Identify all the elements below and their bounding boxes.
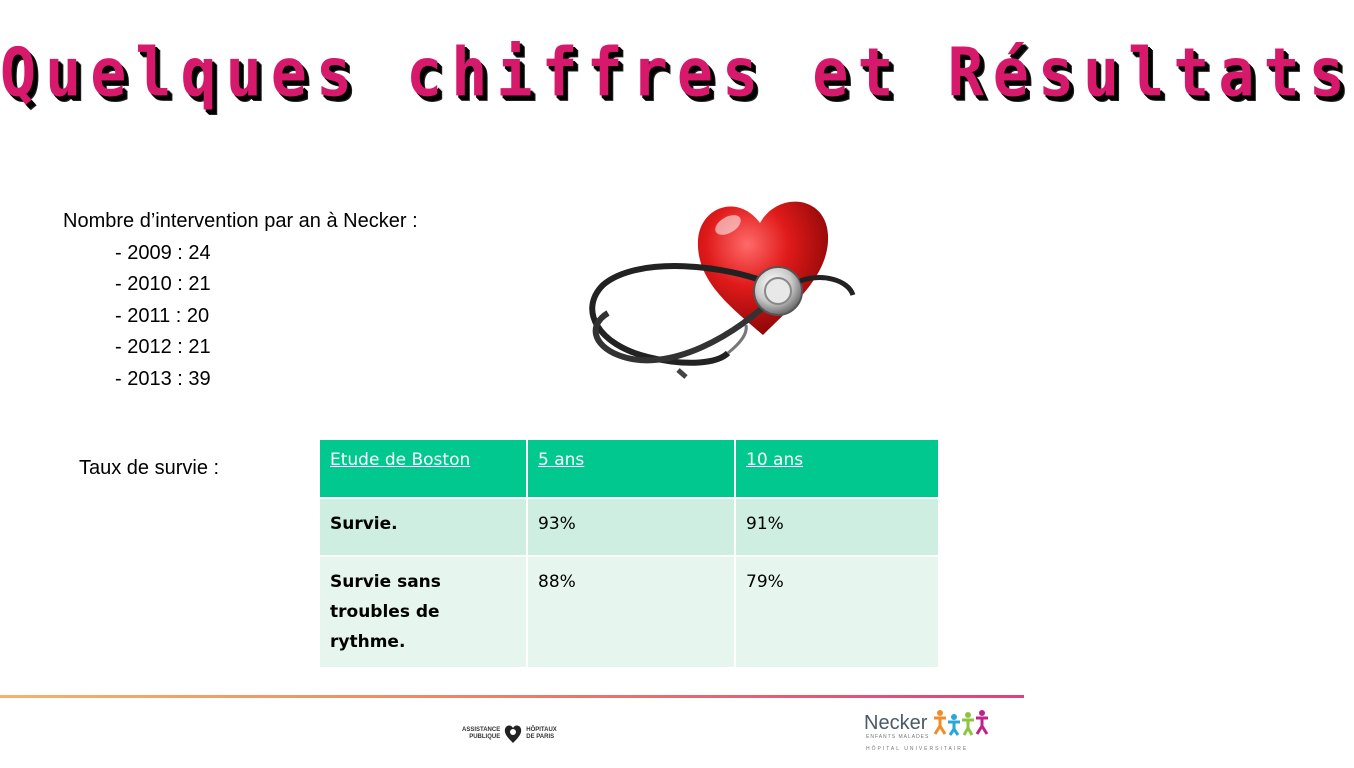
table-cell: 91% bbox=[735, 498, 939, 556]
survival-label: Taux de survie : bbox=[79, 457, 220, 479]
table-cell: 88% bbox=[527, 556, 735, 668]
necker-subtitle: ENFANTS MALADES bbox=[866, 734, 930, 740]
necker-logo bbox=[864, 708, 994, 756]
aphp-logo bbox=[462, 724, 557, 744]
aphp-text: PUBLIQUE bbox=[469, 734, 501, 740]
table-cell: 93% bbox=[527, 498, 735, 556]
table-header-row bbox=[319, 439, 939, 498]
list-item: - 2009 : 24 bbox=[115, 238, 418, 270]
interventions-list bbox=[63, 238, 418, 396]
table-row-label: Survie. bbox=[319, 498, 527, 556]
list-item: - 2010 : 21 bbox=[115, 269, 418, 301]
interventions-heading: Nombre d’intervention par an à Necker : bbox=[63, 210, 418, 232]
aphp-text: HÔPITAUX bbox=[526, 727, 557, 733]
table-header-cell: 10 ans bbox=[735, 439, 939, 498]
table-row bbox=[319, 498, 939, 556]
necker-figures-icon bbox=[932, 708, 990, 736]
necker-hospital: HÔPITAL UNIVERSITAIRE bbox=[866, 746, 969, 752]
table-row-label: Survie sans troubles de rythme. bbox=[319, 556, 527, 668]
list-item: - 2012 : 21 bbox=[115, 332, 418, 364]
table-header-cell: 5 ans bbox=[527, 439, 735, 498]
table-cell: 79% bbox=[735, 556, 939, 668]
aphp-text: ASSISTANCE bbox=[462, 727, 501, 733]
table-row bbox=[319, 556, 939, 668]
survival-table bbox=[318, 438, 940, 669]
necker-name: Necker bbox=[864, 712, 928, 734]
footer-divider bbox=[0, 695, 1024, 698]
slide-title: Quelques chiffres et Résultats bbox=[0, 34, 1354, 113]
table-header-cell: Etude de Boston bbox=[319, 439, 527, 498]
interventions-block bbox=[63, 206, 418, 395]
aphp-text: DE PARIS bbox=[526, 734, 555, 740]
heart-stethoscope-image bbox=[578, 185, 868, 395]
list-item: - 2011 : 20 bbox=[115, 301, 418, 333]
list-item: - 2013 : 39 bbox=[115, 364, 418, 396]
aphp-heart-icon bbox=[504, 724, 522, 744]
